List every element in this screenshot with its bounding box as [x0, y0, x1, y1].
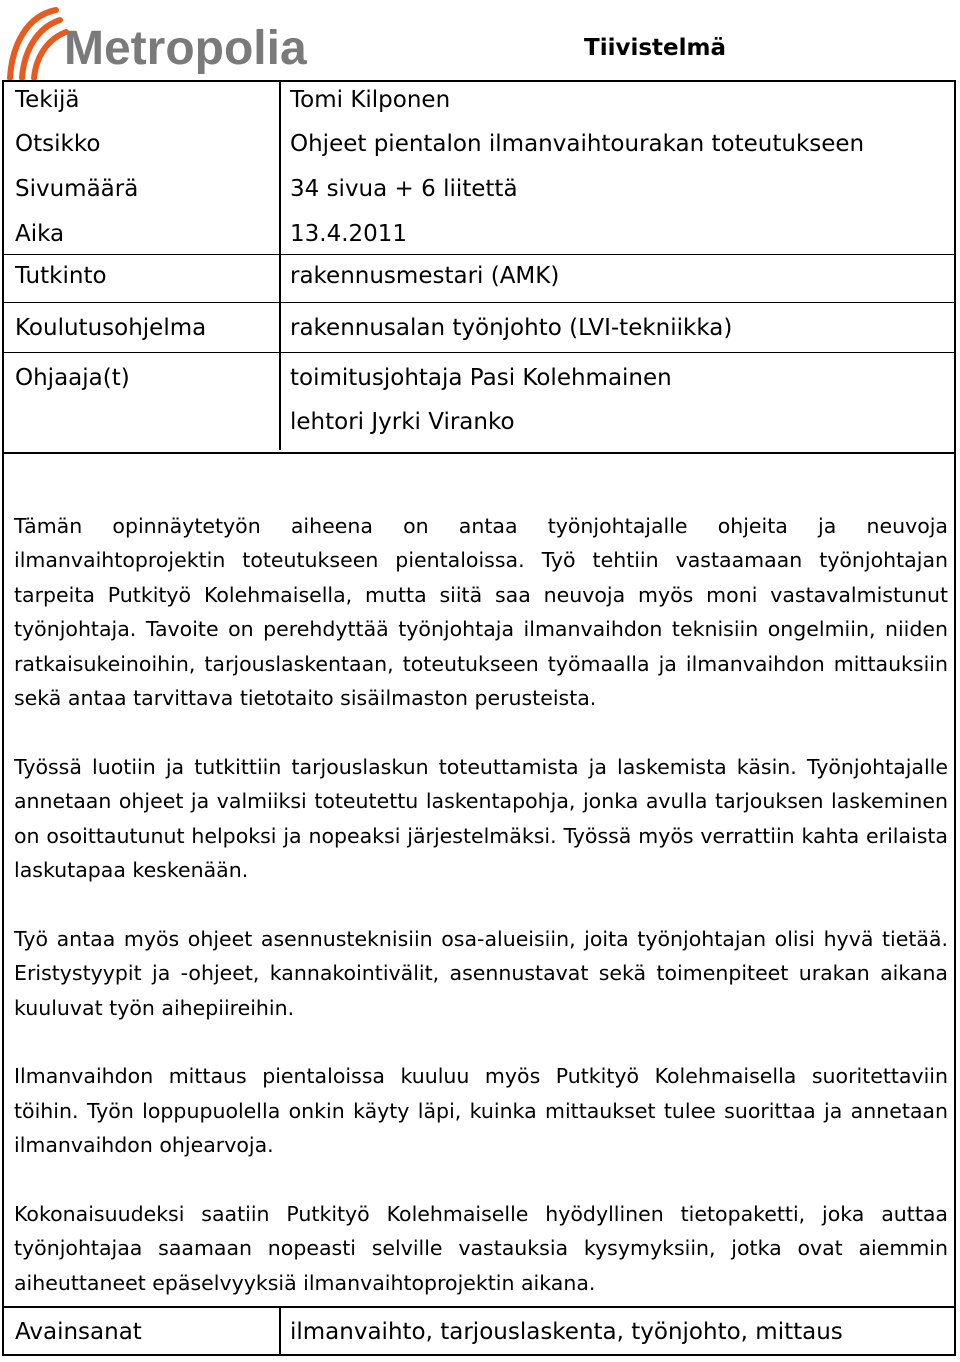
abstract-text [14, 509, 948, 1335]
pages-label: Sivumäärä [15, 176, 139, 202]
abstract-frame [2, 80, 956, 1356]
keywords-label: Avainsanat [15, 1319, 142, 1345]
keywords-row [4, 1306, 954, 1356]
supervisors-label: Ohjaaja(t) [15, 365, 130, 391]
title-label: Otsikko [15, 131, 101, 157]
document-type: Tiivistelmä [584, 35, 726, 61]
abstract-paragraph: Työ antaa myös ohjeet asennusteknisiin osa-alueisiin, joita työnjohtajan olisi hyvä tietää. Eristystyypit ja -ohjeet, kannakointivälit, asennustavat sekä toimenpiteet urakan aikana kuuluvat työn aihepiireihin. [14, 926, 948, 1020]
abstract-paragraph: Tämän opinnäytetyön aiheena on antaa työnjohtajalle ohjeita ja neuvoja ilmanvaihtoprojektin toteutukseen pientaloissa. Työ tehtiin vastaamaan työnjohtajan tarpeita Putkityö Kolehmaisella, mutta siitä saa neuvoja myös moni vastavalmistunut työnjohtaja. Tavoite on perehdyttää työnjohtaja ilmanvaihdon teknisiin ongelmiin, niiden ratkaisukeinoihin, tarjouslaskentaan, toteutukseen työmaalla ja ilmanvaihdon mittauksiin sekä antaa tarvittava tietotaito sisäilmaston perusteista. [14, 514, 948, 711]
logo-text: Metropolia [64, 22, 307, 75]
abstract-paragraph: Ilmanvaihdon mittaus pientaloissa kuuluu myös Putkityö Kolehmaisella suoritettaviin töihin. Työn loppupuolella onkin käyty läpi, kuinka mittaukset tulee suorittaa ja annetaan ilmanvaihdon ohjearvoja. [14, 1064, 948, 1158]
degree-value: rakennusmestari (AMK) [290, 263, 560, 289]
author-label: Tekijä [15, 87, 80, 113]
title-value: Ohjeet pientalon ilmanvaihtourakan toteutukseen [290, 131, 865, 157]
date-value: 13.4.2011 [290, 221, 408, 247]
programme-value: rakennusalan työnjohto (LVI-tekniikka) [290, 315, 733, 341]
author-value: Tomi Kilponen [290, 87, 451, 113]
pages-value: 34 sivua + 6 liitettä [290, 176, 518, 202]
programme-label: Koulutusohjelma [15, 315, 207, 341]
page-header [0, 0, 960, 80]
supervisor-2: lehtori Jyrki Viranko [290, 409, 515, 435]
date-label: Aika [15, 221, 65, 247]
keywords-value: ilmanvaihto, tarjouslaskenta, työnjohto, mittaus [290, 1319, 843, 1345]
abstract-paragraph: Työssä luotiin ja tutkittiin tarjouslaskun toteuttamista ja laskemista käsin. Työnjohtajalle annetaan ohjeet ja valmiiksi toteutettu laskentapohja, jonka avulla tarjouksen laskeminen on osoittautunut helpoksi ja nopeaksi järjestelmäksi. Työssä myös verrattiin kahta erilaista laskutapaa keskenään. [14, 754, 948, 883]
degree-label: Tutkinto [15, 263, 107, 289]
metadata-table [4, 82, 954, 454]
metropolia-logo [4, 6, 334, 80]
supervisor-1: toimitusjohtaja Pasi Kolehmainen [290, 365, 672, 391]
abstract-paragraph: Kokonaisuudeksi saatiin Putkityö Kolehmaiselle hyödyllinen tietopaketti, joka auttaa työnjohtajaa saamaan nopeasti selville vastauksia kysymyksiin, jotka ovat aiemmin aiheuttaneet epäselvyyksiä ilmanvaihtoprojektin aikana. [14, 1202, 948, 1295]
